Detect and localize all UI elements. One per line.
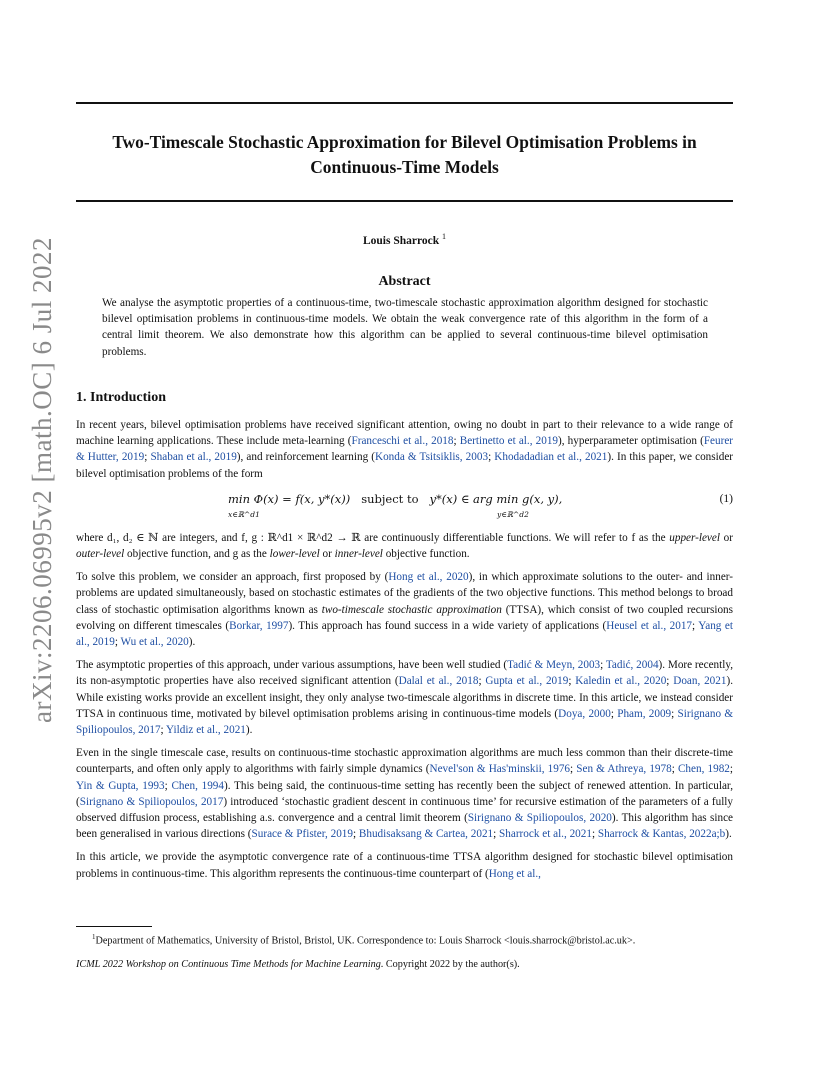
equation-lhs: min Φ(x) = f(x, y*(x)) [228,491,351,506]
citation-link[interactable]: Bertinetto et al., 2019 [459,435,559,448]
citation-link[interactable]: Yang et al., 2019 [76,619,733,649]
equation-1 [76,489,733,523]
title-rule-bottom [76,200,733,202]
text-run: ; [610,707,618,720]
text-run: ; [591,828,598,841]
footnote-text: Department of Mathematics, University of Bristol, Bristol, UK. Correspondence to: Louis Sharrock <louis.sharrock@bristol.ac.uk>. [95,935,636,947]
footnote-mark: 1 [92,933,96,941]
text-run: ; [729,763,733,776]
paragraph-3 [76,569,733,650]
paragraph-1 [76,417,733,482]
paragraph-6 [76,849,733,881]
citation-link[interactable]: Borkar, 1997 [229,619,289,632]
text-run: In this article, we provide the asymptotic convergence rate of a continuous-time TTSA algorithm designed for stochastic bilevel optimisation problems in continuous-time. This algorithm represents the continuous-time counterpart of ( [76,851,733,880]
citation-link[interactable]: Yildiz et al., 2021 [166,724,246,737]
emphasis: two-timescale stochastic approximation [321,603,502,616]
text-run: where d₁, d₂ ∈ ℕ are integers, and f, g : ℝ^d1 × ℝ^d2 → ℝ are continuously differentiable functions. We will refer to f as the [76,531,670,544]
equation-subscript-x: x∈ℝ^d1 [228,509,260,519]
citation-link[interactable]: Wu et al., 2020 [120,636,189,649]
text-run: ; [493,828,500,841]
citation-link[interactable]: Tadić & Meyn, 2003 [507,659,601,672]
text-run: objective function. [382,548,470,561]
citation-link[interactable]: Sen & Athreya, 1978 [576,763,672,776]
emphasis: inner-level [334,548,383,561]
citation-link[interactable]: Yin & Gupta, 1993 [76,779,165,792]
equation-subscript-y: y∈ℝ^d2 [497,509,529,519]
citation-link[interactable]: Chen, 1994 [171,779,224,792]
text-run: or [719,531,733,544]
paragraph-2 [76,530,733,562]
citation-link[interactable]: Hong et al., [488,867,541,880]
text-run: ; [488,451,495,464]
equation-rhs: y*(x) ∈ arg min g(x, y), [429,491,563,506]
citation-link[interactable]: Sirignano & Spiliopoulos, 2020 [467,812,612,825]
text-run: ; [671,763,678,776]
footnote-rule [76,926,152,927]
equation-number: (1) [719,492,733,505]
text-run: ; [600,659,606,672]
text-run: ; [114,636,121,649]
text-run: ). This being said, the continuous-time setting has recently been the subject of renewed attention. In particular, ( [76,779,734,808]
text-run: ), and reinforcement learning ( [236,451,375,464]
text-run: Even in the single timescale case, results on continuous-time stochastic approximation algorithms are much less common than their discrete-time counterparts, and often only apply to algorithms with fairly simple dynamics ( [76,747,733,776]
text-run: In recent years, bilevel optimisation problems have received significant attention, owing no doubt in part to their relevance to a wide range of machine learning applications. These include meta-learning ( [76,419,733,448]
section-heading: 1. Introduction [76,390,166,405]
venue-copyright: . Copyright 2022 by the author(s). [380,959,520,970]
text-run: ). [245,724,253,737]
author-affiliation-mark: 1 [442,232,447,241]
emphasis: lower-level [269,548,320,561]
title-rule-top [76,102,733,104]
text-run: The asymptotic properties of this approach, under various assumptions, have been well studied ( [76,659,508,672]
citation-link[interactable]: Sirignano & Spiliopoulos, 2017 [79,795,224,808]
citation-link[interactable]: Sharrock & Kantas, 2022a;b [597,828,726,841]
text-run: (TTSA), which consist of two coupled recursions evolving on different timescales ( [76,603,733,632]
text-run: ). [725,828,732,841]
citation-link[interactable]: Doya, 2000 [558,707,611,720]
citation-link[interactable]: Pham, 2009 [617,707,672,720]
text-run: ). More recently, its non-asymptotic properties have also received significant attention ( [76,659,734,688]
citation-link[interactable]: Sharrock et al., 2021 [499,828,592,841]
equation-connective: subject to [361,491,419,506]
text-run: ; [164,779,172,792]
text-run: ), in which approximate solutions to the outer- and inner-problems are updated simultaneously, based on stochastic estimates of the gradients of the two objective functions. This method belongs to broad class of stochastic optimisation algorithms known as [76,571,734,616]
text-run: objective function, and g as the [124,548,270,561]
equation-body [228,491,562,507]
text-run: ). In this paper, we consider bilevel optimisation problems of the form [76,451,734,480]
text-run: ). [188,636,196,649]
text-run: ) introduced ‘stochastic gradient descent in continuous time’ for recursive estimation of the parameters of a fully observed diffusion process, establishing a.s. convergence and a central limit theorem ( [76,795,734,825]
paragraph-5 [76,745,733,842]
citation-link[interactable]: Sirignano & Spiliopoulos, 2017 [76,707,734,737]
citation-link[interactable]: Konda & Tsitsiklis, 2003 [375,451,489,464]
citation-link[interactable]: Franceschi et al., 2018 [351,435,454,448]
text-run: ; [671,707,678,720]
text-run: ). While existing works provide an excellent insight, they only analyse two-timescale algorithms in discrete time. In this article, we instead consider TTSA in continuous time, motivated by bilevel optimisation problems arising in continuous-time models ( [76,675,733,720]
section-body [76,417,733,889]
abstract-heading: Abstract [378,274,431,289]
author-name: Louis Sharrock [362,234,440,247]
arxiv-stamp: arXiv:2206.06995v2 [math.OC] 6 Jul 2022 [26,237,57,723]
venue-name: ICML 2022 Workshop on Continuous Time Methods for Machine Learning [76,959,381,970]
citation-link[interactable]: Shaban et al., 2019 [150,451,237,464]
text-run: ; [478,675,486,688]
citation-link[interactable]: Doan, 2021 [673,675,727,688]
text-run: ). This algorithm has since been generalised in various directions ( [76,812,733,841]
citation-link[interactable]: Tadić, 2004 [605,659,659,672]
citation-link[interactable]: Hong et al., 2020 [388,571,469,584]
citation-link[interactable]: Gupta et al., 2019 [485,675,569,688]
paper-title: Two-Timescale Stochastic Approximation for Bilevel Optimisation Problems in Continuous-Time Models [112,132,697,177]
text-run: ; [568,675,576,688]
abstract-text: We analyse the asymptotic properties of a continuous-time, two-timescale stochastic approximation algorithm designed for stochastic bilevel optimisation problems in continuous-time models. We obtain the weak convergence rate of this algorithm in the form of a central limit theorem. We also demonstrate how this algorithm can be applied to several continuous-time bilevel optimisation problems. [102,297,708,358]
citation-link[interactable]: Nevel'son & Has'minskii, 1976 [429,763,571,776]
text-run: or [319,548,335,561]
text-run: ; [570,763,577,776]
footnote [92,929,737,950]
emphasis: upper-level [669,531,720,544]
citation-link[interactable]: Chen, 1982 [677,763,730,776]
text-run: ; [353,828,359,841]
citation-link[interactable]: Heusel et al., 2017 [606,619,693,632]
venue-line [76,957,520,973]
paragraph-4 [76,657,733,738]
text-run: ; [666,675,674,688]
text-run: ; [144,451,151,464]
citation-link[interactable]: Dalal et al., 2018 [398,675,479,688]
citation-link[interactable]: Bhudisaksang & Cartea, 2021 [358,828,494,841]
citation-link[interactable]: Khodadadian et al., 2021 [494,451,608,464]
text-run: ), hyperparameter optimisation ( [558,435,704,448]
citation-link[interactable]: Surace & Pfister, 2019 [251,828,353,841]
text-run: To solve this problem, we consider an approach, first proposed by ( [76,571,389,584]
text-run: ; [692,619,699,632]
text-run: ; [160,724,167,737]
author-line [76,229,733,249]
citation-link[interactable]: Kaledin et al., 2020 [575,675,667,688]
citation-link[interactable]: Feurer & Hutter, 2019 [76,435,734,464]
emphasis: outer-level [76,548,125,561]
text-run: ). This approach has found success in a wide variety of applications ( [288,619,607,632]
text-run: ; [453,435,460,448]
